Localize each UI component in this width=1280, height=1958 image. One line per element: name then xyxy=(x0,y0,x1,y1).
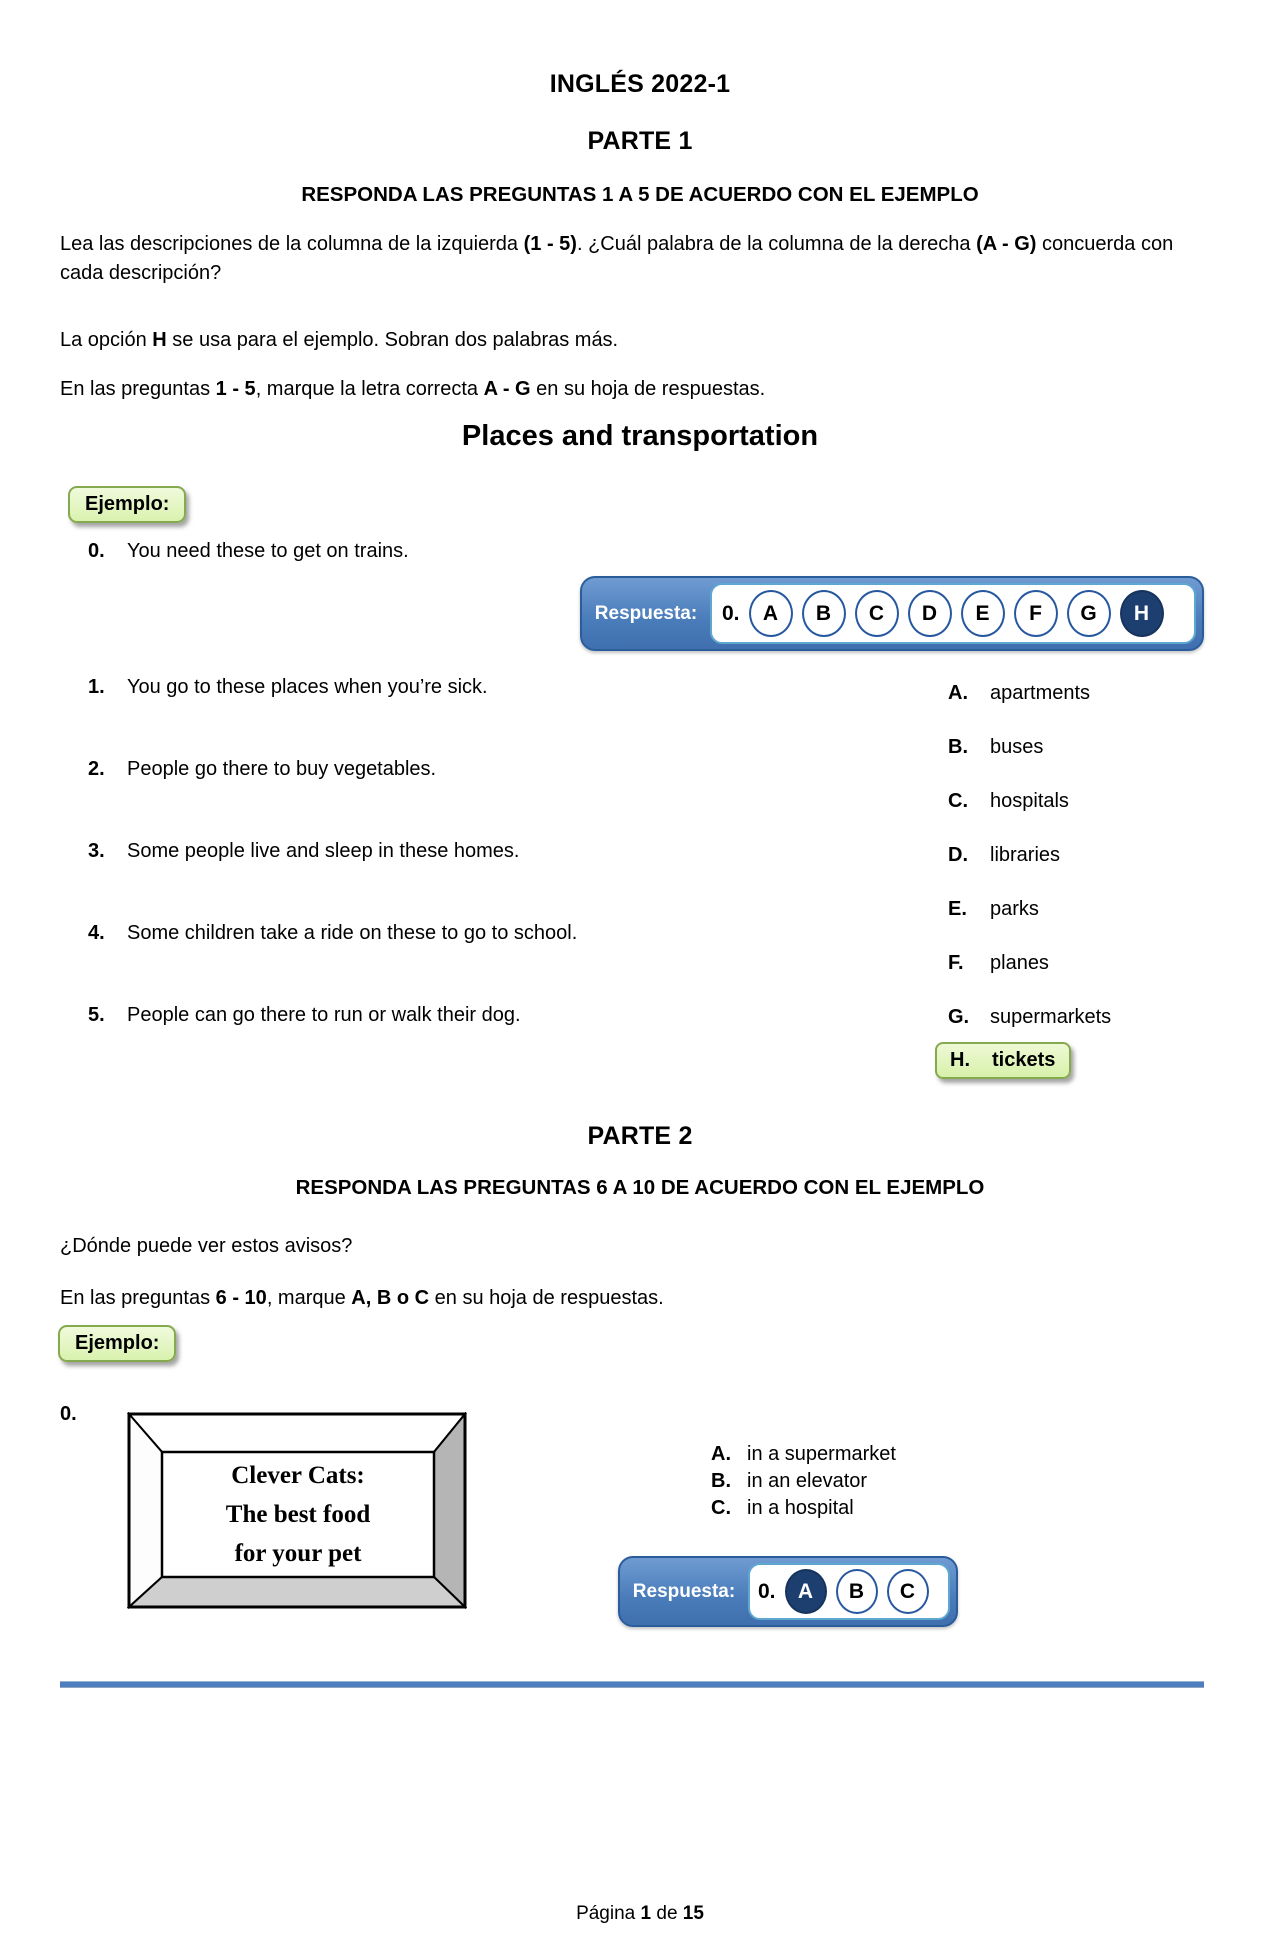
answer-circle-c: C xyxy=(855,590,899,637)
sign-text xyxy=(162,1452,434,1577)
example-text: You need these to get on trains. xyxy=(127,540,409,562)
option-text: in a hospital xyxy=(747,1497,854,1519)
option-letter: G. xyxy=(948,1006,970,1028)
intro-text: . ¿Cuál palabra de la columna de la derecha xyxy=(576,233,977,255)
question-row xyxy=(88,1004,888,1027)
footer-text: de xyxy=(651,1903,683,1924)
option-text: apartments xyxy=(990,682,1091,704)
option-text: buses xyxy=(990,736,1044,758)
intro-text: concuerda con cada descripción? xyxy=(60,233,1174,284)
part2-intro: ¿Dónde puede ver estos avisos? xyxy=(60,1235,353,1257)
question-row xyxy=(88,840,888,863)
instruction-text: En las preguntas xyxy=(60,1287,216,1309)
option-row xyxy=(948,1006,1111,1029)
answer-circle-e: E xyxy=(961,590,1005,637)
option-text: supermarkets xyxy=(990,1006,1112,1028)
section-title: Places and transportation xyxy=(461,420,819,452)
answer-bar-part2 xyxy=(618,1556,958,1627)
part1-heading: PARTE 1 xyxy=(587,127,693,155)
instruction-bold-range: 1 - 5 xyxy=(215,378,256,400)
question-number: 5. xyxy=(88,1004,105,1026)
example-badge-label: Ejemplo: xyxy=(58,1325,176,1362)
option-row xyxy=(711,1497,854,1520)
option-letter: A. xyxy=(711,1443,731,1465)
part1-instruction-paragraph xyxy=(60,375,1222,404)
answer-circle-d: D xyxy=(908,590,952,637)
question-row xyxy=(88,758,888,781)
question-row xyxy=(88,676,888,699)
instruction-text: , marque xyxy=(266,1287,352,1309)
answer-item-number: 0. xyxy=(758,1579,776,1603)
option-row xyxy=(948,790,1069,813)
option-text: planes xyxy=(990,952,1049,974)
question-text: Some people live and sleep in these homes. xyxy=(127,840,520,862)
sign-line: The best food xyxy=(225,1501,371,1528)
answer-circle-f: F xyxy=(1014,590,1058,637)
option-text: tickets xyxy=(992,1049,1056,1071)
answer-circle-c: C xyxy=(887,1569,929,1614)
question-number: 3. xyxy=(88,840,105,862)
page-title: INGLÉS 2022-1 xyxy=(549,70,731,98)
part2-heading: PARTE 2 xyxy=(587,1122,693,1150)
footer-page-number: 1 xyxy=(640,1903,652,1924)
question-row xyxy=(88,922,888,945)
instruction-text: En las preguntas xyxy=(60,378,216,400)
question-text: People can go there to run or walk their dog. xyxy=(127,1004,521,1026)
option-letter: A. xyxy=(948,682,968,704)
instruction-bold-range: 6 - 10 xyxy=(215,1287,267,1309)
example2-number: 0. xyxy=(60,1403,77,1425)
question-text: People go there to buy vegetables. xyxy=(127,758,437,780)
example-badge-part1 xyxy=(68,486,186,523)
intro-bold-range: (1 - 5) xyxy=(523,233,577,255)
question-number: 4. xyxy=(88,922,105,944)
option-row-highlighted xyxy=(935,1042,1071,1079)
option-letter: E. xyxy=(948,898,967,920)
question-number: 2. xyxy=(88,758,105,780)
option-text: in an elevator xyxy=(747,1470,868,1492)
part1-subheading: RESPONDA LAS PREGUNTAS 1 A 5 DE ACUERDO CON EL EJEMPLO xyxy=(301,183,979,206)
instruction-text: , marque la letra correcta xyxy=(255,378,484,400)
option-row xyxy=(948,952,1049,975)
question-text: You go to these places when you’re sick. xyxy=(127,676,488,698)
answer-bar-part1 xyxy=(580,576,1204,651)
option-letter: B. xyxy=(711,1470,731,1492)
option-text: in a supermarket xyxy=(747,1443,896,1465)
option-row xyxy=(948,898,1039,921)
option-row xyxy=(948,736,1043,759)
intro-bold-range: (A - G) xyxy=(976,233,1037,255)
page-footer xyxy=(0,1903,1280,1925)
example-number: 0. xyxy=(88,540,105,562)
option-letter: F. xyxy=(948,952,964,974)
intro-text: Lea las descripciones de la columna de la izquierda xyxy=(60,233,524,255)
question-text: Some children take a ride on these to go to school. xyxy=(127,922,578,944)
note-text: La opción xyxy=(60,329,153,351)
answer-circle-b: B xyxy=(836,1569,878,1614)
option-text: hospitals xyxy=(990,790,1069,812)
answer-circle-a-selected: A xyxy=(785,1569,827,1614)
answer-item-number: 0. xyxy=(722,601,740,625)
instruction-text: en su hoja de respuestas. xyxy=(530,378,766,400)
note-text: se usa para el ejemplo. Sobran dos palabras más. xyxy=(166,329,619,351)
question-number: 1. xyxy=(88,676,105,698)
footer-page-total: 15 xyxy=(682,1903,704,1924)
option-text: libraries xyxy=(990,844,1061,866)
example-badge-part2 xyxy=(58,1325,176,1362)
example-question-part1 xyxy=(88,540,988,563)
answer-circle-g: G xyxy=(1067,590,1111,637)
answer-circle-a: A xyxy=(749,590,793,637)
instruction-bold-letters: A, B o C xyxy=(351,1287,430,1309)
part1-note-paragraph xyxy=(60,326,1222,355)
sign-line: for your pet xyxy=(234,1540,362,1567)
answer-options-strip xyxy=(748,1563,950,1620)
part2-instruction-paragraph xyxy=(60,1284,1222,1313)
answer-options-strip xyxy=(710,583,1196,644)
instruction-text: en su hoja de respuestas. xyxy=(429,1287,664,1309)
option-letter: H. xyxy=(950,1049,970,1071)
footer-text: Página xyxy=(576,1903,641,1924)
part2-subheading: RESPONDA LAS PREGUNTAS 6 A 10 DE ACUERDO CON EL EJEMPLO xyxy=(295,1176,985,1199)
option-row xyxy=(711,1470,867,1493)
note-bold-letter: H xyxy=(152,329,167,351)
answer-circle-b: B xyxy=(802,590,846,637)
option-row xyxy=(948,844,1060,867)
respuesta-label: Respuesta: xyxy=(632,1580,736,1602)
option-letter: D. xyxy=(948,844,968,866)
option-letter: C. xyxy=(711,1497,731,1519)
instruction-bold-range: A - G xyxy=(483,378,531,400)
option-row xyxy=(711,1443,896,1466)
sign-line: Clever Cats: xyxy=(231,1462,365,1489)
option-text: parks xyxy=(990,898,1039,920)
option-row xyxy=(948,682,1090,705)
example-badge-label: Ejemplo: xyxy=(68,486,186,523)
respuesta-label: Respuesta: xyxy=(594,602,698,624)
answer-circle-h-selected: H xyxy=(1120,590,1164,637)
section-divider-rule xyxy=(60,1681,1204,1688)
part1-intro-paragraph xyxy=(60,230,1222,288)
option-letter: C. xyxy=(948,790,968,812)
option-letter: B. xyxy=(948,736,968,758)
